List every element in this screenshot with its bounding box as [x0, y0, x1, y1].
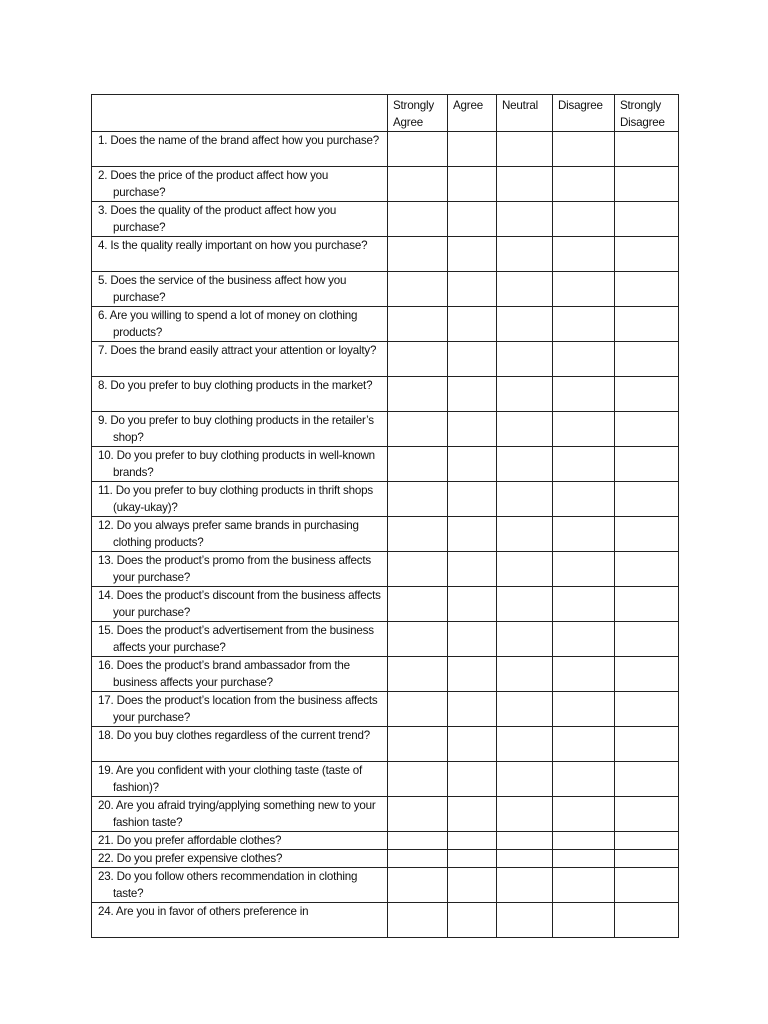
answer-cell-strongly-disagree[interactable] — [615, 797, 679, 832]
table-row — [92, 517, 679, 552]
answer-cell-agree[interactable] — [448, 377, 497, 412]
answer-cell-neutral[interactable] — [497, 797, 553, 832]
question-number: 13. — [98, 554, 114, 567]
question-cell — [92, 132, 388, 167]
answer-cell-neutral[interactable] — [497, 132, 553, 167]
answer-cell-strongly-agree[interactable] — [388, 692, 448, 727]
question-cell — [92, 850, 388, 868]
answer-cell-neutral[interactable] — [497, 447, 553, 482]
question-cell — [92, 692, 388, 727]
header-strongly-disagree: Strongly Disagree — [615, 95, 679, 132]
question-number: 22. — [98, 852, 114, 865]
answer-cell-neutral[interactable] — [497, 657, 553, 692]
answer-cell-disagree[interactable] — [553, 447, 615, 482]
answer-cell-strongly-disagree[interactable] — [615, 412, 679, 447]
answer-cell-agree[interactable] — [448, 587, 497, 622]
answer-cell-disagree[interactable] — [553, 237, 615, 272]
answer-cell-strongly-agree[interactable] — [388, 832, 448, 850]
answer-cell-agree[interactable] — [448, 692, 497, 727]
answer-cell-disagree[interactable] — [553, 167, 615, 202]
question-cell — [92, 832, 388, 850]
answer-cell-disagree[interactable] — [553, 342, 615, 377]
answer-cell-strongly-disagree[interactable] — [615, 517, 679, 552]
question-cell — [92, 342, 388, 377]
table-row — [92, 272, 679, 307]
question-cell — [92, 237, 388, 272]
table-row — [92, 622, 679, 657]
header-disagree: Disagree — [553, 95, 615, 132]
question-text: Do you buy clothes regardless of the current trend? — [116, 729, 370, 742]
answer-cell-agree[interactable] — [448, 622, 497, 657]
answer-cell-neutral[interactable] — [497, 517, 553, 552]
question-cell — [92, 657, 388, 692]
answer-cell-agree[interactable] — [448, 272, 497, 307]
question-text: Does the quality of the product affect how you purchase? — [110, 204, 337, 234]
answer-cell-strongly-agree[interactable] — [388, 342, 448, 377]
table-row — [92, 307, 679, 342]
question-number: 17. — [98, 694, 114, 707]
answer-cell-strongly-disagree[interactable] — [615, 237, 679, 272]
answer-cell-strongly-agree[interactable] — [388, 377, 448, 412]
answer-cell-neutral[interactable] — [497, 587, 553, 622]
answer-cell-strongly-disagree[interactable] — [615, 202, 679, 237]
question-cell — [92, 482, 388, 517]
answer-cell-strongly-disagree[interactable] — [615, 342, 679, 377]
answer-cell-agree[interactable] — [448, 868, 497, 903]
question-number: 19. — [98, 764, 114, 777]
question-number: 7. — [98, 344, 108, 357]
answer-cell-disagree[interactable] — [553, 832, 615, 850]
question-cell — [92, 797, 388, 832]
answer-cell-strongly-disagree[interactable] — [615, 447, 679, 482]
answer-cell-strongly-agree[interactable] — [388, 903, 448, 938]
answer-cell-disagree[interactable] — [553, 552, 615, 587]
answer-cell-strongly-disagree[interactable] — [615, 903, 679, 938]
question-number: 24. — [98, 905, 114, 918]
answer-cell-agree[interactable] — [448, 167, 497, 202]
answer-cell-strongly-agree[interactable] — [388, 850, 448, 868]
question-cell — [92, 903, 388, 938]
question-number: 10. — [98, 449, 114, 462]
answer-cell-agree[interactable] — [448, 727, 497, 762]
question-number: 1. — [98, 134, 108, 147]
answer-cell-agree[interactable] — [448, 342, 497, 377]
answer-cell-strongly-disagree[interactable] — [615, 622, 679, 657]
table-row — [92, 552, 679, 587]
answer-cell-disagree[interactable] — [553, 850, 615, 868]
answer-cell-neutral[interactable] — [497, 482, 553, 517]
answer-cell-strongly-disagree[interactable] — [615, 167, 679, 202]
question-cell — [92, 412, 388, 447]
answer-cell-disagree[interactable] — [553, 272, 615, 307]
answer-cell-strongly-agree[interactable] — [388, 657, 448, 692]
question-text: Are you afraid trying/applying something new to your fashion taste? — [113, 799, 376, 829]
question-number: 23. — [98, 870, 114, 883]
answer-cell-strongly-disagree[interactable] — [615, 727, 679, 762]
answer-cell-agree[interactable] — [448, 850, 497, 868]
answer-cell-strongly-agree[interactable] — [388, 307, 448, 342]
question-cell — [92, 622, 388, 657]
table-row — [92, 903, 679, 938]
answer-cell-agree[interactable] — [448, 447, 497, 482]
answer-cell-disagree[interactable] — [553, 903, 615, 938]
question-cell — [92, 552, 388, 587]
header-agree: Agree — [448, 95, 497, 132]
answer-cell-strongly-agree[interactable] — [388, 272, 448, 307]
table-row — [92, 762, 679, 797]
answer-cell-agree[interactable] — [448, 762, 497, 797]
table-row — [92, 202, 679, 237]
answer-cell-neutral[interactable] — [497, 307, 553, 342]
question-text: Do you prefer to buy clothing products in thrift shops (ukay-ukay)? — [113, 484, 373, 514]
question-number: 6. — [98, 309, 108, 322]
answer-cell-disagree[interactable] — [553, 622, 615, 657]
answer-cell-strongly-disagree[interactable] — [615, 132, 679, 167]
answer-cell-disagree[interactable] — [553, 657, 615, 692]
table-row — [92, 587, 679, 622]
question-number: 3. — [98, 204, 108, 217]
answer-cell-agree[interactable] — [448, 552, 497, 587]
question-text: Does the product’s location from the business affects your purchase? — [113, 694, 378, 724]
survey-table — [91, 94, 679, 938]
question-number: 2. — [98, 169, 108, 182]
question-number: 16. — [98, 659, 114, 672]
answer-cell-disagree[interactable] — [553, 692, 615, 727]
answer-cell-neutral[interactable] — [497, 237, 553, 272]
question-number: 11. — [98, 484, 113, 497]
answer-cell-disagree[interactable] — [553, 307, 615, 342]
table-row — [92, 167, 679, 202]
answer-cell-disagree[interactable] — [553, 727, 615, 762]
question-text: Do you always prefer same brands in purchasing clothing products? — [113, 519, 359, 549]
answer-cell-agree[interactable] — [448, 832, 497, 850]
question-number: 20. — [98, 799, 114, 812]
header-strongly-agree: Strongly Agree — [388, 95, 448, 132]
answer-cell-neutral[interactable] — [497, 727, 553, 762]
answer-cell-strongly-agree[interactable] — [388, 482, 448, 517]
answer-cell-strongly-agree[interactable] — [388, 727, 448, 762]
question-cell — [92, 272, 388, 307]
answer-cell-disagree[interactable] — [553, 482, 615, 517]
question-text: Do you prefer affordable clothes? — [116, 834, 282, 847]
table-row — [92, 797, 679, 832]
answer-cell-agree[interactable] — [448, 657, 497, 692]
answer-cell-disagree[interactable] — [553, 587, 615, 622]
answer-cell-strongly-agree[interactable] — [388, 868, 448, 903]
answer-cell-neutral[interactable] — [497, 868, 553, 903]
answer-cell-disagree[interactable] — [553, 377, 615, 412]
answer-cell-strongly-disagree[interactable] — [615, 832, 679, 850]
question-text: Does the product’s discount from the business affects your purchase? — [113, 589, 381, 619]
answer-cell-agree[interactable] — [448, 412, 497, 447]
question-text: Does the service of the business affect how you purchase? — [110, 274, 347, 304]
answer-cell-neutral[interactable] — [497, 692, 553, 727]
question-text: Does the product’s brand ambassador from the business affects your purchase? — [113, 659, 350, 689]
question-text: Do you follow others recommendation in clothing taste? — [113, 870, 358, 900]
question-text: Do you prefer expensive clothes? — [116, 852, 283, 865]
answer-cell-strongly-disagree[interactable] — [615, 692, 679, 727]
answer-cell-neutral[interactable] — [497, 622, 553, 657]
answer-cell-strongly-disagree[interactable] — [615, 850, 679, 868]
question-number: 21. — [98, 834, 114, 847]
table-row — [92, 377, 679, 412]
question-cell — [92, 868, 388, 903]
answer-cell-neutral[interactable] — [497, 903, 553, 938]
table-row — [92, 850, 679, 868]
table-row — [92, 447, 679, 482]
answer-cell-disagree[interactable] — [553, 868, 615, 903]
answer-cell-neutral[interactable] — [497, 167, 553, 202]
answer-cell-disagree[interactable] — [553, 517, 615, 552]
question-number: 8. — [98, 379, 108, 392]
answer-cell-strongly-disagree[interactable] — [615, 657, 679, 692]
answer-cell-neutral[interactable] — [497, 272, 553, 307]
answer-cell-strongly-disagree[interactable] — [615, 272, 679, 307]
answer-cell-strongly-agree[interactable] — [388, 797, 448, 832]
question-text: Do you prefer to buy clothing products in the market? — [110, 379, 373, 392]
answer-cell-agree[interactable] — [448, 202, 497, 237]
answer-cell-strongly-agree[interactable] — [388, 132, 448, 167]
answer-cell-strongly-disagree[interactable] — [615, 552, 679, 587]
question-number: 15. — [98, 624, 114, 637]
header-question — [92, 95, 388, 132]
answer-cell-disagree[interactable] — [553, 797, 615, 832]
table-row — [92, 237, 679, 272]
question-cell — [92, 762, 388, 797]
answer-cell-strongly-agree[interactable] — [388, 517, 448, 552]
question-cell — [92, 727, 388, 762]
answer-cell-agree[interactable] — [448, 482, 497, 517]
answer-cell-neutral[interactable] — [497, 377, 553, 412]
answer-cell-neutral[interactable] — [497, 762, 553, 797]
question-text: Do you prefer to buy clothing products in well-known brands? — [113, 449, 375, 479]
answer-cell-agree[interactable] — [448, 903, 497, 938]
answer-cell-strongly-disagree[interactable] — [615, 868, 679, 903]
question-text: Does the brand easily attract your attention or loyalty? — [110, 344, 377, 357]
question-text: Are you in favor of others preference in — [115, 905, 309, 918]
answer-cell-strongly-agree[interactable] — [388, 447, 448, 482]
answer-cell-agree[interactable] — [448, 132, 497, 167]
answer-cell-strongly-agree[interactable] — [388, 237, 448, 272]
table-row — [92, 482, 679, 517]
answer-cell-strongly-disagree[interactable] — [615, 307, 679, 342]
answer-cell-strongly-agree[interactable] — [388, 167, 448, 202]
table-row — [92, 692, 679, 727]
answer-cell-neutral[interactable] — [497, 412, 553, 447]
answer-cell-strongly-disagree[interactable] — [615, 377, 679, 412]
table-row — [92, 132, 679, 167]
question-number: 9. — [98, 414, 108, 427]
question-number: 14. — [98, 589, 114, 602]
answer-cell-strongly-agree[interactable] — [388, 412, 448, 447]
answer-cell-disagree[interactable] — [553, 202, 615, 237]
question-text: Does the name of the brand affect how you purchase? — [110, 134, 379, 147]
question-number: 4. — [98, 239, 108, 252]
question-text: Are you confident with your clothing taste (taste of fashion)? — [113, 764, 363, 794]
answer-cell-strongly-agree[interactable] — [388, 552, 448, 587]
question-text: Are you willing to spend a lot of money on clothing products? — [109, 309, 358, 339]
answer-cell-agree[interactable] — [448, 517, 497, 552]
question-cell — [92, 587, 388, 622]
question-text: Does the product’s advertisement from the business affects your purchase? — [113, 624, 374, 654]
question-cell — [92, 447, 388, 482]
question-cell — [92, 307, 388, 342]
question-cell — [92, 202, 388, 237]
answer-cell-agree[interactable] — [448, 797, 497, 832]
answer-cell-disagree[interactable] — [553, 762, 615, 797]
header-row — [92, 95, 679, 132]
table-row — [92, 342, 679, 377]
question-text: Does the price of the product affect how you purchase? — [110, 169, 329, 199]
answer-cell-neutral[interactable] — [497, 202, 553, 237]
table-row — [92, 657, 679, 692]
answer-cell-strongly-disagree[interactable] — [615, 762, 679, 797]
answer-cell-strongly-disagree[interactable] — [615, 482, 679, 517]
answer-cell-strongly-agree[interactable] — [388, 587, 448, 622]
question-number: 18. — [98, 729, 114, 742]
table-row — [92, 832, 679, 850]
table-row — [92, 412, 679, 447]
question-number: 5. — [98, 274, 108, 287]
table-row — [92, 727, 679, 762]
table-row — [92, 868, 679, 903]
answer-cell-disagree[interactable] — [553, 132, 615, 167]
answer-cell-neutral[interactable] — [497, 342, 553, 377]
question-text: Does the product’s promo from the business affects your purchase? — [113, 554, 371, 584]
question-cell — [92, 167, 388, 202]
answer-cell-neutral[interactable] — [497, 552, 553, 587]
answer-cell-strongly-agree[interactable] — [388, 202, 448, 237]
answer-cell-agree[interactable] — [448, 237, 497, 272]
header-neutral: Neutral — [497, 95, 553, 132]
answer-cell-strongly-disagree[interactable] — [615, 587, 679, 622]
answer-cell-strongly-agree[interactable] — [388, 762, 448, 797]
question-cell — [92, 517, 388, 552]
question-number: 12. — [98, 519, 114, 532]
answer-cell-neutral[interactable] — [497, 832, 553, 850]
answer-cell-disagree[interactable] — [553, 412, 615, 447]
question-text: Do you prefer to buy clothing products in the retailer’s shop? — [110, 414, 374, 444]
question-text: Is the quality really important on how you purchase? — [110, 239, 368, 252]
answer-cell-agree[interactable] — [448, 307, 497, 342]
answer-cell-neutral[interactable] — [497, 850, 553, 868]
answer-cell-strongly-agree[interactable] — [388, 622, 448, 657]
question-cell — [92, 377, 388, 412]
